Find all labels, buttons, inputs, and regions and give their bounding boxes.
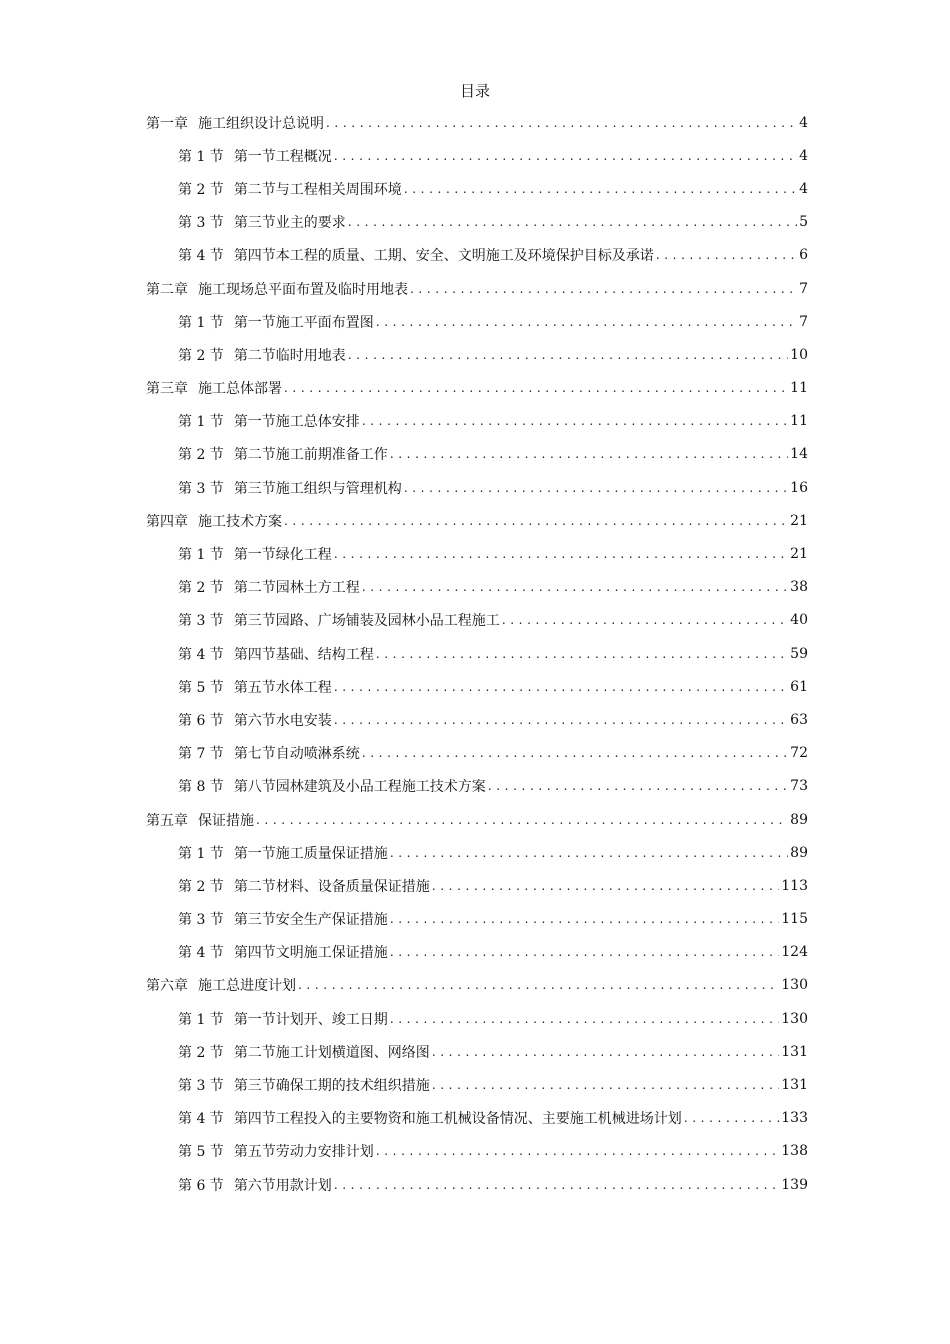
toc-section-entry[interactable] (146, 770, 808, 803)
dot-leader (334, 545, 788, 563)
entry-title: 第七节自动喷淋系统 (233, 746, 360, 763)
page-number: 21 (790, 512, 808, 529)
dot-leader (488, 777, 788, 795)
toc-section-entry[interactable] (146, 1068, 808, 1101)
dot-leader (684, 1109, 779, 1127)
page-number: 59 (790, 645, 808, 662)
toc-section-entry[interactable] (146, 1035, 808, 1068)
dot-leader (326, 114, 797, 132)
page-number: 73 (790, 778, 808, 795)
page-number: 4 (799, 180, 808, 197)
toc-chapter-entry[interactable] (146, 969, 808, 1002)
page-number: 21 (790, 546, 808, 563)
page-number: 130 (781, 1010, 808, 1027)
toc-section-entry[interactable] (146, 206, 808, 239)
toc-section-entry[interactable] (146, 703, 808, 736)
page-number: 63 (790, 711, 808, 728)
entry-title: 第六节水电安装 (233, 712, 332, 729)
toc-section-entry[interactable] (146, 438, 808, 471)
entry-title: 第三节确保工期的技术组织措施 (233, 1078, 430, 1095)
dot-leader (404, 479, 788, 497)
entry-title: 施工技术方案 (198, 513, 282, 530)
section-number: 第 7 节 (178, 746, 224, 763)
dot-leader (656, 246, 797, 264)
toc-section-entry[interactable] (146, 172, 808, 205)
chapter-number: 第四章 (146, 513, 188, 530)
entry-title: 第一节绿化工程 (233, 547, 332, 564)
toc-chapter-entry[interactable] (146, 803, 808, 836)
dot-leader (334, 711, 788, 729)
dot-leader (284, 379, 788, 397)
dot-leader (390, 943, 779, 961)
section-number: 第 3 节 (178, 1078, 224, 1095)
section-number: 第 5 节 (178, 1144, 224, 1161)
entry-title: 第二节施工计划横道图、网络图 (233, 1044, 430, 1061)
entry-title: 施工总进度计划 (198, 978, 296, 995)
entry-title: 第四节文明施工保证措施 (233, 945, 388, 962)
page-number: 72 (790, 745, 808, 762)
dot-leader (390, 445, 788, 463)
entry-title: 第一节计划开、竣工日期 (233, 1011, 388, 1028)
toc-section-entry[interactable] (146, 471, 808, 504)
page-number: 7 (799, 280, 808, 297)
entry-title: 第四节工程投入的主要物资和施工机械设备情况、主要施工机械进场计划 (233, 1111, 682, 1128)
entry-title: 第三节施工组织与管理机构 (233, 480, 402, 497)
page-number: 124 (781, 944, 808, 961)
page-number: 131 (781, 1077, 808, 1094)
section-number: 第 1 节 (178, 845, 224, 862)
section-number: 第 2 节 (178, 347, 224, 364)
entry-title: 第三节业主的要求 (233, 215, 346, 232)
toc-chapter-entry[interactable] (146, 272, 808, 305)
dot-leader (502, 611, 788, 629)
section-number: 第 4 节 (178, 248, 224, 265)
section-number: 第 6 节 (178, 1177, 224, 1194)
page-number: 40 (790, 612, 808, 629)
dot-leader (390, 844, 788, 862)
toc-chapter-entry[interactable] (146, 504, 808, 537)
section-number: 第 5 节 (178, 679, 224, 696)
entry-title: 保证措施 (198, 812, 254, 829)
dot-leader (284, 512, 788, 530)
toc-section-entry[interactable] (146, 604, 808, 637)
toc-chapter-entry[interactable] (146, 106, 808, 139)
entry-title: 第二节临时用地表 (233, 347, 346, 364)
toc-section-entry[interactable] (146, 670, 808, 703)
entry-title: 第五节水体工程 (233, 679, 332, 696)
section-number: 第 2 节 (178, 1044, 224, 1061)
section-number: 第 4 节 (178, 1111, 224, 1128)
section-number: 第 2 节 (178, 181, 224, 198)
page-number: 10 (790, 346, 808, 363)
chapter-number: 第五章 (146, 812, 188, 829)
section-number: 第 4 节 (178, 945, 224, 962)
toc-section-entry[interactable] (146, 1135, 808, 1168)
page-number: 133 (781, 1110, 808, 1127)
section-number: 第 2 节 (178, 878, 224, 895)
dot-leader (334, 678, 788, 696)
dot-leader (362, 412, 788, 430)
dot-leader (376, 313, 797, 331)
entry-title: 第四节本工程的质量、工期、安全、文明施工及环境保护目标及承诺 (233, 248, 654, 265)
toc-section-entry[interactable] (146, 537, 808, 570)
toc-section-entry[interactable] (146, 1002, 808, 1035)
toc-section-entry[interactable] (146, 405, 808, 438)
dot-leader (432, 1043, 779, 1061)
section-number: 第 3 节 (178, 613, 224, 630)
dot-leader (298, 976, 779, 994)
toc-section-entry[interactable] (146, 338, 808, 371)
page-number: 139 (781, 1176, 808, 1193)
entry-title: 第一节工程概况 (233, 148, 332, 165)
toc-section-entry[interactable] (146, 637, 808, 670)
dot-leader (376, 1142, 779, 1160)
page-number: 7 (799, 313, 808, 330)
page-number: 16 (790, 479, 808, 496)
toc-section-entry[interactable] (146, 305, 808, 338)
section-number: 第 4 节 (178, 646, 224, 663)
section-number: 第 3 节 (178, 912, 224, 929)
dot-leader (362, 744, 788, 762)
page-number: 11 (790, 413, 808, 430)
chapter-number: 第二章 (146, 281, 188, 298)
entry-title: 施工组织设计总说明 (198, 115, 324, 132)
entry-title: 第四节基础、结构工程 (233, 646, 374, 663)
section-number: 第 1 节 (178, 1011, 224, 1028)
entry-title: 第二节园林土方工程 (233, 580, 360, 597)
toc-section-entry[interactable] (146, 1168, 808, 1201)
section-number: 第 1 节 (178, 148, 224, 165)
chapter-number: 第六章 (146, 978, 188, 995)
table-of-contents (146, 106, 808, 1201)
page-number: 4 (799, 114, 808, 131)
section-number: 第 8 节 (178, 779, 224, 796)
section-number: 第 3 节 (178, 215, 224, 232)
dot-leader (390, 1010, 779, 1028)
page-number: 115 (781, 911, 808, 928)
entry-title: 第一节施工总体安排 (233, 414, 360, 431)
toc-section-entry[interactable] (146, 1102, 808, 1135)
page-number: 61 (790, 678, 808, 695)
entry-title: 第二节施工前期准备工作 (233, 447, 388, 464)
dot-leader (404, 180, 797, 198)
entry-title: 第六节用款计划 (233, 1177, 332, 1194)
page-number: 4 (799, 147, 808, 164)
entry-title: 第三节安全生产保证措施 (233, 912, 388, 929)
toc-title: 目录 (459, 82, 490, 100)
section-number: 第 1 节 (178, 314, 224, 331)
section-number: 第 1 节 (178, 547, 224, 564)
section-number: 第 6 节 (178, 712, 224, 729)
entry-title: 第一节施工质量保证措施 (233, 845, 388, 862)
toc-section-entry[interactable] (146, 571, 808, 604)
entry-title: 施工总体部署 (198, 381, 282, 398)
entry-title: 第二节与工程相关周围环境 (233, 181, 402, 198)
page-number: 14 (790, 446, 808, 463)
toc-section-entry[interactable] (146, 869, 808, 902)
entry-title: 施工现场总平面布置及临时用地表 (198, 281, 408, 298)
section-number: 第 3 节 (178, 480, 224, 497)
chapter-number: 第一章 (146, 115, 188, 132)
dot-leader (410, 280, 797, 298)
toc-section-entry[interactable] (146, 139, 808, 172)
dot-leader (334, 1176, 779, 1194)
dot-leader (362, 578, 788, 596)
dot-leader (432, 1076, 779, 1094)
page-number: 11 (790, 380, 808, 397)
page-number: 89 (790, 844, 808, 861)
chapter-number: 第三章 (146, 381, 188, 398)
entry-title: 第五节劳动力安排计划 (233, 1144, 374, 1161)
page-number: 113 (781, 877, 808, 894)
toc-section-entry[interactable] (146, 737, 808, 770)
page-number: 5 (799, 214, 808, 231)
page-number: 138 (781, 1143, 808, 1160)
section-number: 第 1 节 (178, 414, 224, 431)
page-number: 130 (781, 977, 808, 994)
dot-leader (348, 346, 788, 364)
page-number: 6 (799, 247, 808, 264)
toc-section-entry[interactable] (146, 936, 808, 969)
dot-leader (256, 811, 788, 829)
page-number: 131 (781, 1043, 808, 1060)
toc-section-entry[interactable] (146, 239, 808, 272)
entry-title: 第二节材料、设备质量保证措施 (233, 878, 430, 895)
section-number: 第 2 节 (178, 447, 224, 464)
page-number: 89 (790, 811, 808, 828)
toc-section-entry[interactable] (146, 836, 808, 869)
page-number: 38 (790, 579, 808, 596)
dot-leader (348, 213, 797, 231)
toc-section-entry[interactable] (146, 903, 808, 936)
dot-leader (376, 645, 788, 663)
entry-title: 第八节园林建筑及小品工程施工技术方案 (233, 779, 486, 796)
toc-chapter-entry[interactable] (146, 372, 808, 405)
dot-leader (432, 877, 779, 895)
entry-title: 第三节园路、广场铺装及园林小品工程施工 (233, 613, 500, 630)
entry-title: 第一节施工平面布置图 (233, 314, 374, 331)
dot-leader (390, 910, 779, 928)
section-number: 第 2 节 (178, 580, 224, 597)
dot-leader (334, 147, 797, 165)
